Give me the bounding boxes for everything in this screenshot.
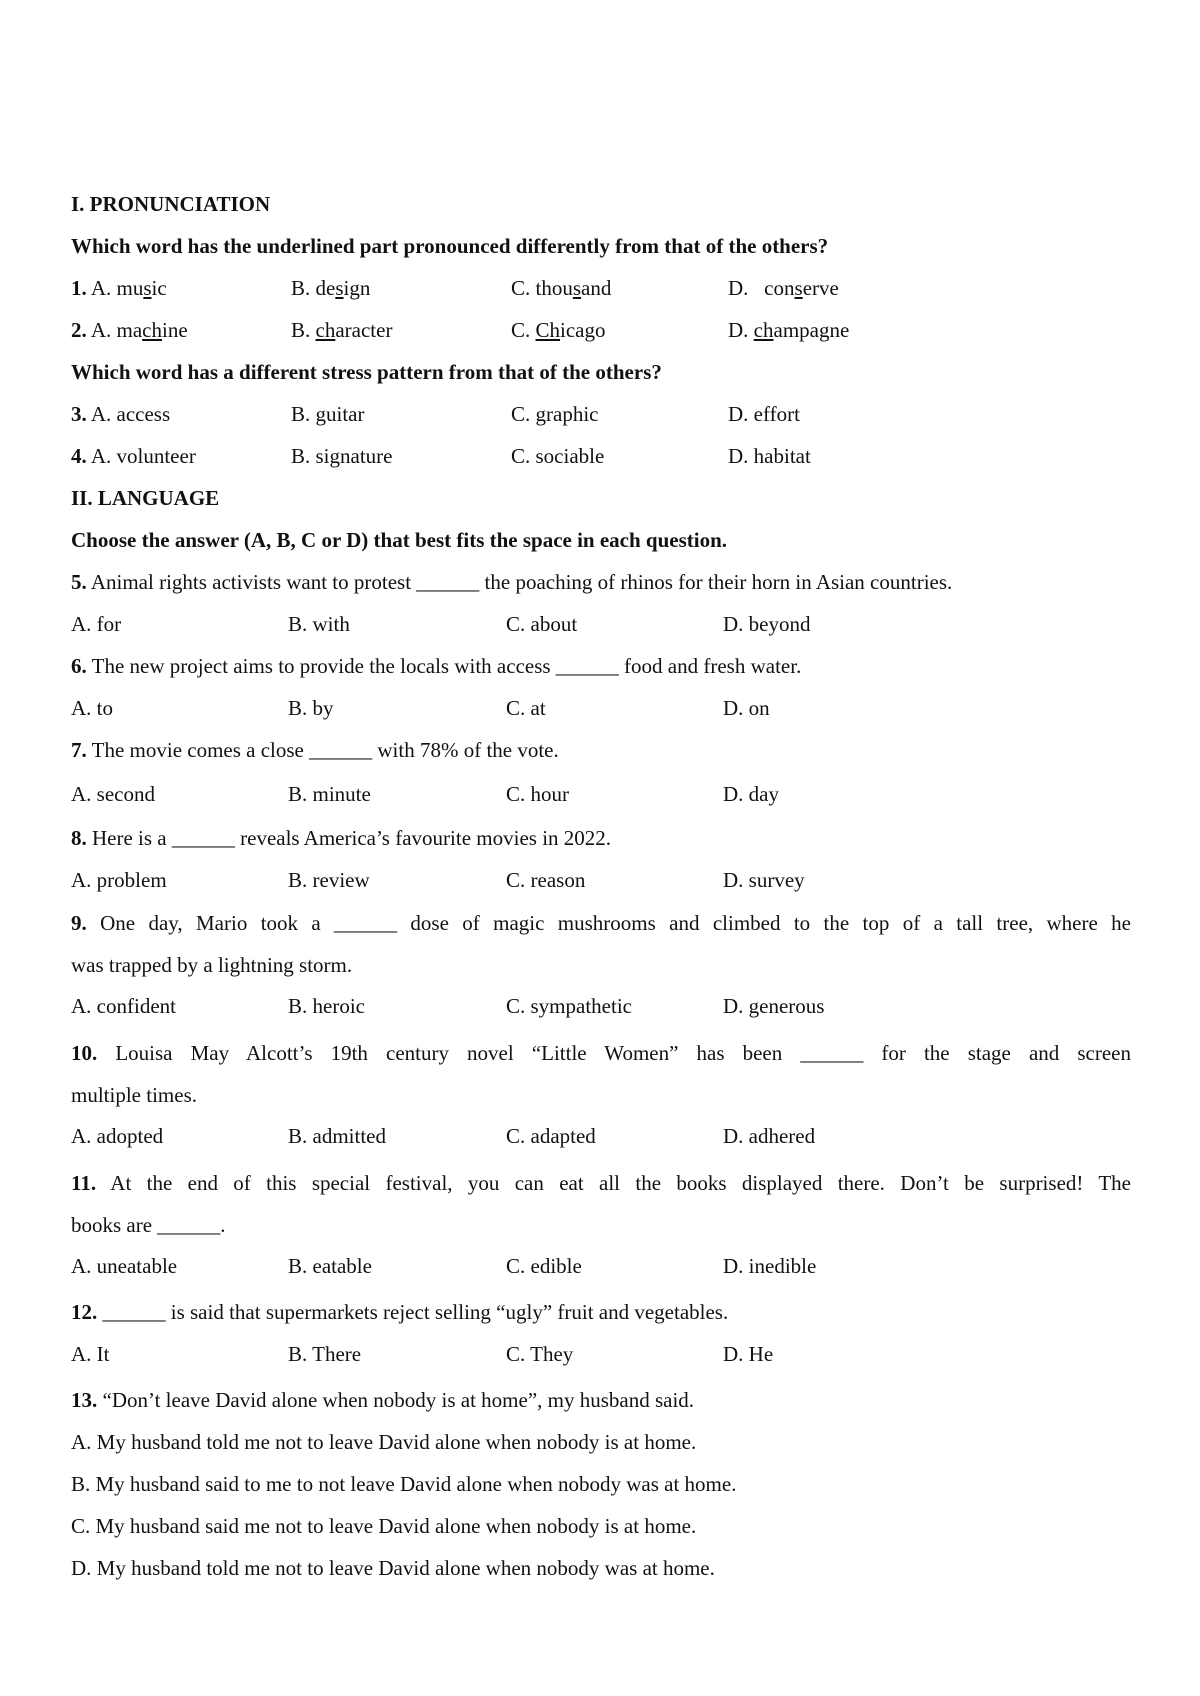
q4-option-c: C. sociable [511, 444, 605, 468]
q12-option-c: C. They [506, 1342, 574, 1366]
q9-option-c: C. sympathetic [506, 994, 632, 1018]
question-9-stem: 9. One day, Mario took a ______ dose of magic mushrooms and climbed to the top of a tall tree, where he [71, 911, 1131, 935]
q8-option-a: A. problem [71, 868, 167, 892]
q7-option-b: B. minute [288, 782, 371, 806]
q4-option-a: 4. A. volunteer [71, 444, 196, 468]
q7-option-c: C. hour [506, 782, 569, 806]
q7-option-a: A. second [71, 782, 155, 806]
question-3 [71, 393, 1131, 435]
q12-option-d: D. He [723, 1342, 774, 1366]
question-2 [71, 309, 1131, 351]
q1-option-b: B. design [291, 276, 371, 300]
q2-option-d: D. champagne [728, 318, 850, 342]
q7-option-d: D. day [723, 782, 779, 806]
question-10-stem-cont: multiple times. [71, 1083, 197, 1107]
q5-option-b: B. with [288, 612, 350, 636]
instruction-language: Choose the answer (A, B, C or D) that best fits the space in each question. [71, 528, 728, 552]
q11-option-d: D. inedible [723, 1254, 817, 1278]
q13-option-b: B. My husband said to me to not leave David alone when nobody was at home. [71, 1472, 737, 1496]
q9-option-a: A. confident [71, 994, 176, 1018]
question-7-options [71, 771, 1131, 817]
q5-option-d: D. beyond [723, 612, 811, 636]
q3-option-b: B. guitar [291, 402, 365, 426]
q3-option-a: 3. A. access [71, 402, 171, 426]
q5-option-c: C. about [506, 612, 578, 636]
question-8-stem: 8. Here is a ______ reveals America’s favourite movies in 2022. [71, 826, 612, 850]
q8-option-b: B. review [288, 868, 370, 892]
q1-option-c: C. thousand [511, 276, 612, 300]
instruction-stress: Which word has a different stress pattern from that of the others? [71, 360, 662, 384]
q11-option-b: B. eatable [288, 1254, 372, 1278]
question-11-stem: 11. At the end of this special festival, you can eat all the books displayed there. Don’t be surprised! The [71, 1171, 1131, 1195]
q12-option-a: A. It [71, 1342, 110, 1366]
question-6-options [71, 687, 1131, 729]
q13-option-d: D. My husband told me not to leave David alone when nobody was at home. [71, 1556, 715, 1580]
q4-option-d: D. habitat [728, 444, 811, 468]
question-13-stem: 13. “Don’t leave David alone when nobody is at home”, my husband said. [71, 1388, 695, 1412]
section-title-pronunciation: I. PRONUNCIATION [71, 192, 271, 216]
worksheet-page [71, 183, 1131, 1589]
question-4 [71, 435, 1131, 477]
q2-option-a: 2. A. machine [71, 318, 188, 342]
question-12-stem: 12. ______ is said that supermarkets reject selling “ugly” fruit and vegetables. [71, 1300, 729, 1324]
question-7-stem: 7. The movie comes a close ______ with 78% of the vote. [71, 738, 559, 762]
q13-option-a: A. My husband told me not to leave David alone when nobody is at home. [71, 1430, 697, 1454]
instruction-pronunciation: Which word has the underlined part pronounced differently from that of the others? [71, 234, 829, 258]
q6-option-b: B. by [288, 696, 334, 720]
q2-option-b: B. character [291, 318, 393, 342]
q5-option-a: A. for [71, 612, 122, 636]
q6-option-d: D. on [723, 696, 770, 720]
q11-option-a: A. uneatable [71, 1254, 178, 1278]
q9-option-b: B. heroic [288, 994, 365, 1018]
question-5-stem: 5. Animal rights activists want to protest ______ the poaching of rhinos for their horn in Asian countries. [71, 570, 953, 594]
q10-option-a: A. adopted [71, 1124, 164, 1148]
question-9-options [71, 985, 1131, 1027]
q6-option-c: C. at [506, 696, 546, 720]
section-title-language: II. LANGUAGE [71, 486, 220, 510]
q3-option-d: D. effort [728, 402, 800, 426]
q8-option-c: C. reason [506, 868, 586, 892]
q13-option-c: C. My husband said me not to leave David alone when nobody is at home. [71, 1514, 697, 1538]
q1-option-d: D. conserve [728, 276, 839, 300]
q10-option-b: B. admitted [288, 1124, 386, 1148]
q2-option-c: C. Chicago [511, 318, 606, 342]
q10-option-d: D. adhered [723, 1124, 816, 1148]
q11-option-c: C. edible [506, 1254, 582, 1278]
q8-option-d: D. survey [723, 868, 805, 892]
q3-option-c: C. graphic [511, 402, 599, 426]
q10-option-c: C. adapted [506, 1124, 596, 1148]
question-10-stem: 10. Louisa May Alcott’s 19th century novel “Little Women” has been ______ for the stage and screen [71, 1041, 1131, 1065]
question-5-options [71, 603, 1131, 645]
q6-option-a: A. to [71, 696, 113, 720]
question-11-options [71, 1245, 1131, 1287]
q1-option-a: 1. A. music [71, 276, 167, 300]
question-10-options [71, 1115, 1131, 1157]
question-9-stem-cont: was trapped by a lightning storm. [71, 953, 353, 977]
q12-option-b: B. There [288, 1342, 362, 1366]
question-8-options [71, 859, 1131, 901]
question-1 [71, 267, 1131, 309]
question-6-stem: 6. The new project aims to provide the locals with access ______ food and fresh water. [71, 654, 802, 678]
q9-option-d: D. generous [723, 994, 825, 1018]
q4-option-b: B. signature [291, 444, 393, 468]
question-11-stem-cont: books are ______. [71, 1213, 226, 1237]
question-12-options [71, 1333, 1131, 1375]
